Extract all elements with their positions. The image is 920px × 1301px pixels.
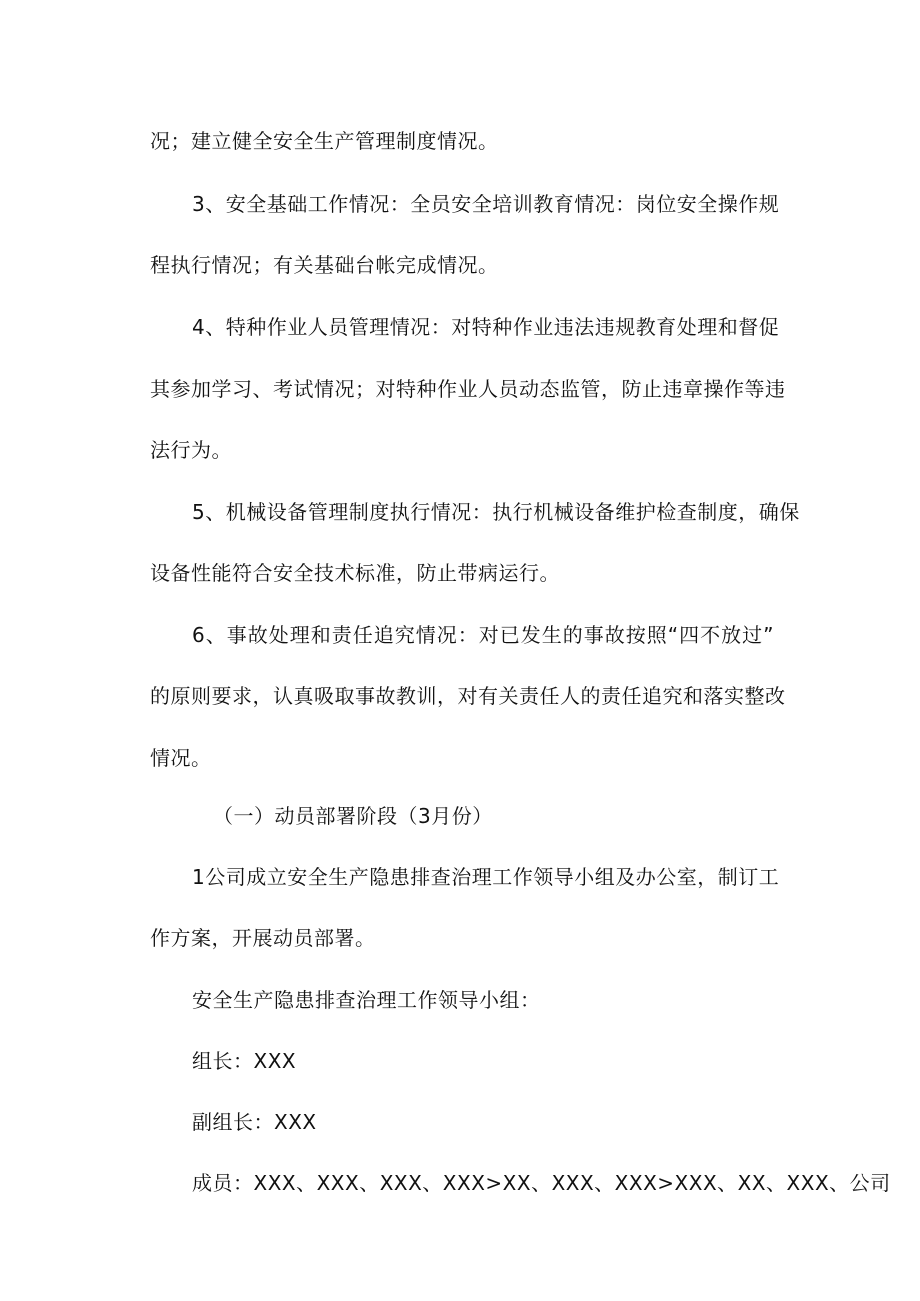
- text-line-17: 副组长：XXX: [192, 1110, 317, 1134]
- text-line-10: 的原则要求，认真吸取事故教训，对有关责任人的责任追究和落实整改: [150, 684, 786, 708]
- text-line-15: 安全生产隐患排查治理工作领导小组：: [192, 988, 541, 1012]
- text-line-7: 5、机械设备管理制度执行情况：执行机械设备维护检查制度，确保: [192, 500, 800, 524]
- text-line-2: 3、安全基础工作情况：全员安全培训教育情况：岗位安全操作规: [192, 192, 780, 216]
- text-line-6: 法行为。: [150, 438, 232, 462]
- text-line-5: 其参加学习、考试情况；对特种作业人员动态监管，防止违章操作等违: [150, 377, 786, 401]
- text-line-9: 6、事故处理和责任追究情况：对已发生的事故按照“四不放过”: [192, 623, 774, 647]
- text-line-1: 况；建立健全安全生产管理制度情况。: [150, 129, 499, 153]
- text-line-18: 成员：XXX、XXX、XXX、XXX>XX、XXX、XXX>XXX、XX、XXX、公司: [192, 1171, 891, 1195]
- section-heading: （一）动员部署阶段（3月份）: [213, 804, 493, 828]
- text-line-11: 情况。: [150, 746, 212, 770]
- text-line-3: 程执行情况；有关基础台帐完成情况。: [150, 253, 499, 277]
- text-line-8: 设备性能符合安全技术标准，防止带病运行。: [150, 561, 560, 585]
- text-line-14: 作方案，开展动员部署。: [150, 926, 376, 950]
- text-line-16: 组长：XXX: [192, 1049, 297, 1073]
- text-line-13: 1公司成立安全生产隐患排查治理工作领导小组及办公室，制订工: [192, 865, 780, 889]
- text-line-4: 4、特种作业人员管理情况：对特种作业违法违规教育处理和督促: [192, 315, 780, 339]
